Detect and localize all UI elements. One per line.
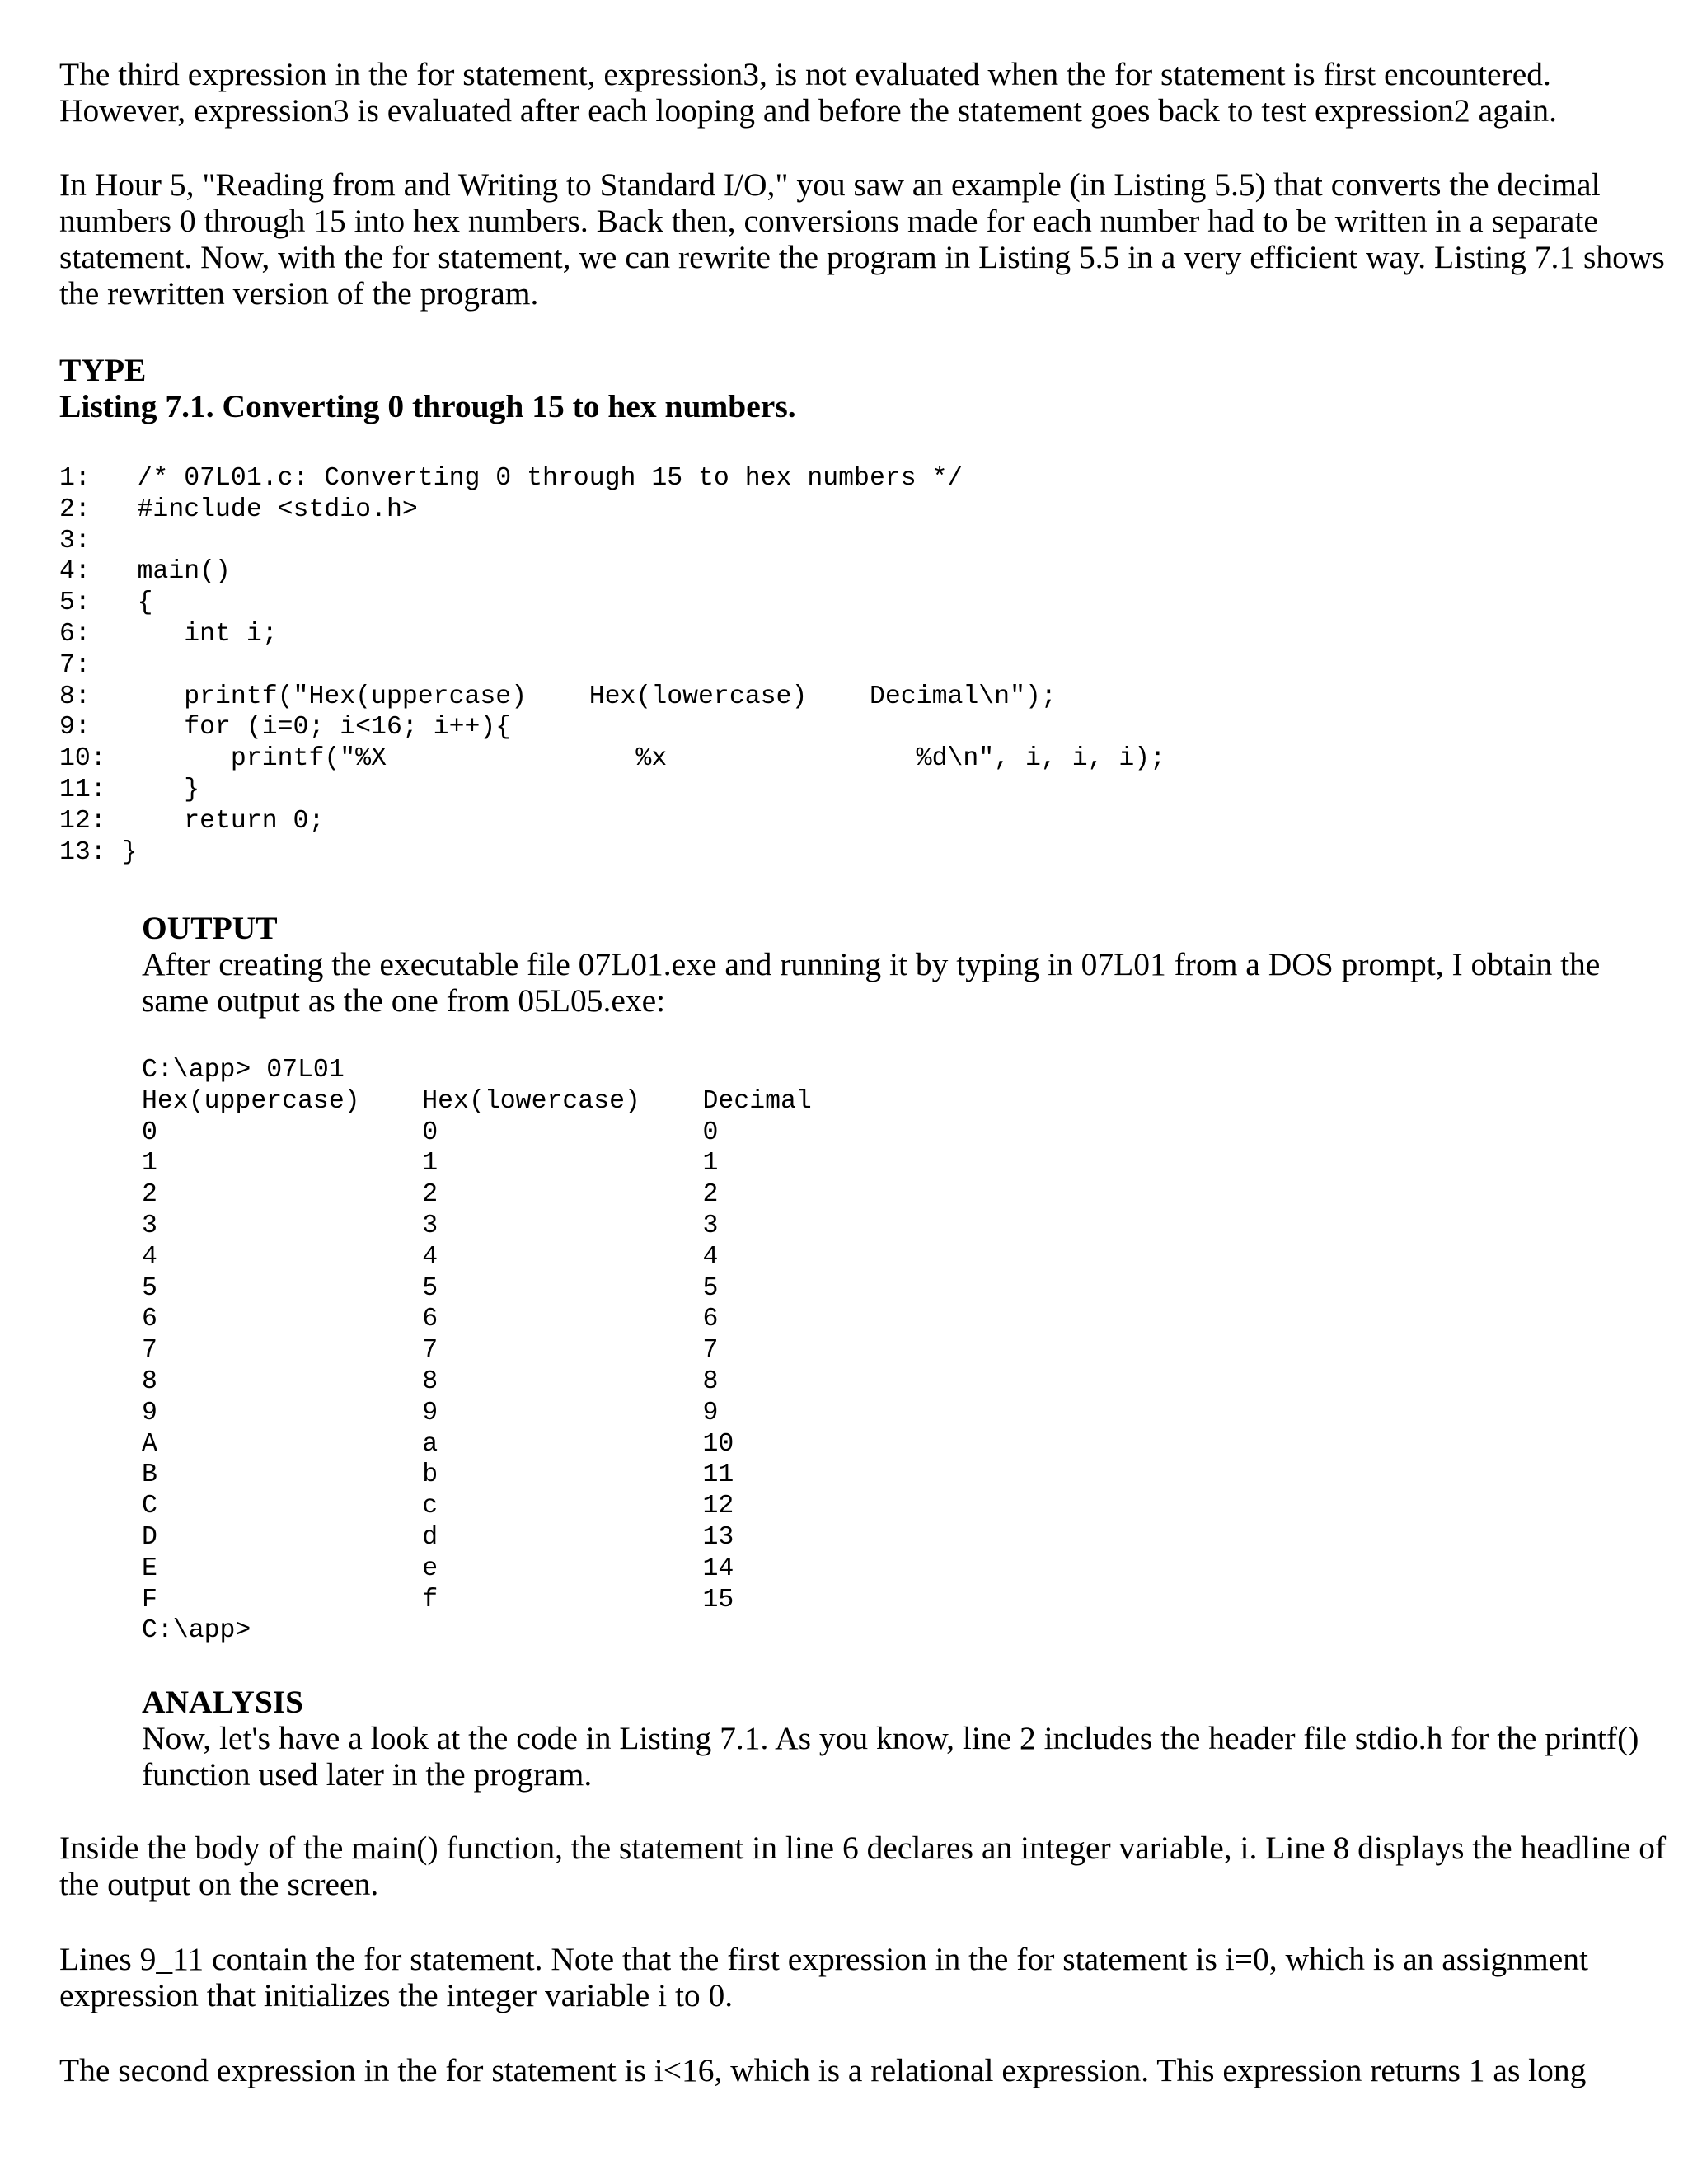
type-label: TYPE bbox=[59, 352, 147, 388]
listing-title: Listing 7.1. Converting 0 through 15 to hex numbers. bbox=[59, 388, 796, 424]
output-label: OUTPUT bbox=[142, 910, 278, 946]
code-listing: 1: /* 07L01.c: Converting 0 through 15 to hex numbers */ 2: #include <stdio.h> 3: 4: main() 5: { 6: int i; 7: 8: printf("Hex(uppercase) Hex(lowercase) Decimal\n"); 9: for (i=0; i<16; i++){ 10: printf("%X %x %d\n", i, i, i); 11: } 12: return 0; 13: } bbox=[59, 464, 1166, 867]
paragraph-hour5-reference: In Hour 5, "Reading from and Writing to Standard I/O," you saw an example (in Listing 5.5) that converts the decimal numbers 0 through 15 into hex numbers. Back then, conversions made for each number had to be written in a separate statement. Now, with the for statement, we can rewrite the program in Listing 5.5 in a very efficient way. Listing 7.1 shows the rewritten version of the program. bbox=[59, 166, 1665, 312]
console-output: C:\app> 07L01 Hex(uppercase) Hex(lowercase) Decimal 0 0 0 1 1 1 2 2 2 3 3 3 4 4 4 5 5 5 6 6 6 7 7 7 8 8 8 9 9 9 A a 10 B b 11 C c 12 D d 13 E e 14 F f 15 C:\app> bbox=[142, 1056, 812, 1646]
analysis-label: ANALYSIS bbox=[142, 1684, 304, 1720]
output-description: After creating the executable file 07L01.exe and running it by typing in 07L01 from a DOS prompt, I obtain the same output as the one from 05L05.exe: bbox=[142, 946, 1601, 1019]
paragraph-main-body: Inside the body of the main() function, the statement in line 6 declares an integer variable, i. Line 8 displays the headline of the output on the screen. bbox=[59, 1830, 1667, 1902]
paragraph-expression3: The third expression in the for statement, expression3, is not evaluated when the for statement is first encountered. However, expression3 is evaluated after each looping and before the statement goes back to test expression2 again. bbox=[59, 56, 1557, 129]
analysis-text: Now, let's have a look at the code in Listing 7.1. As you know, line 2 includes the header file stdio.h for the printf() function used later in the program. bbox=[142, 1720, 1639, 1793]
paragraph-for-statement: Lines 9_11 contain the for statement. Note that the first expression in the for statement is i=0, which is an assignment expression that initializes the integer variable i to 0. bbox=[59, 1941, 1588, 2013]
paragraph-second-expression: The second expression in the for statement is i<16, which is a relational expression. This expression returns 1 as long bbox=[59, 2052, 1587, 2088]
